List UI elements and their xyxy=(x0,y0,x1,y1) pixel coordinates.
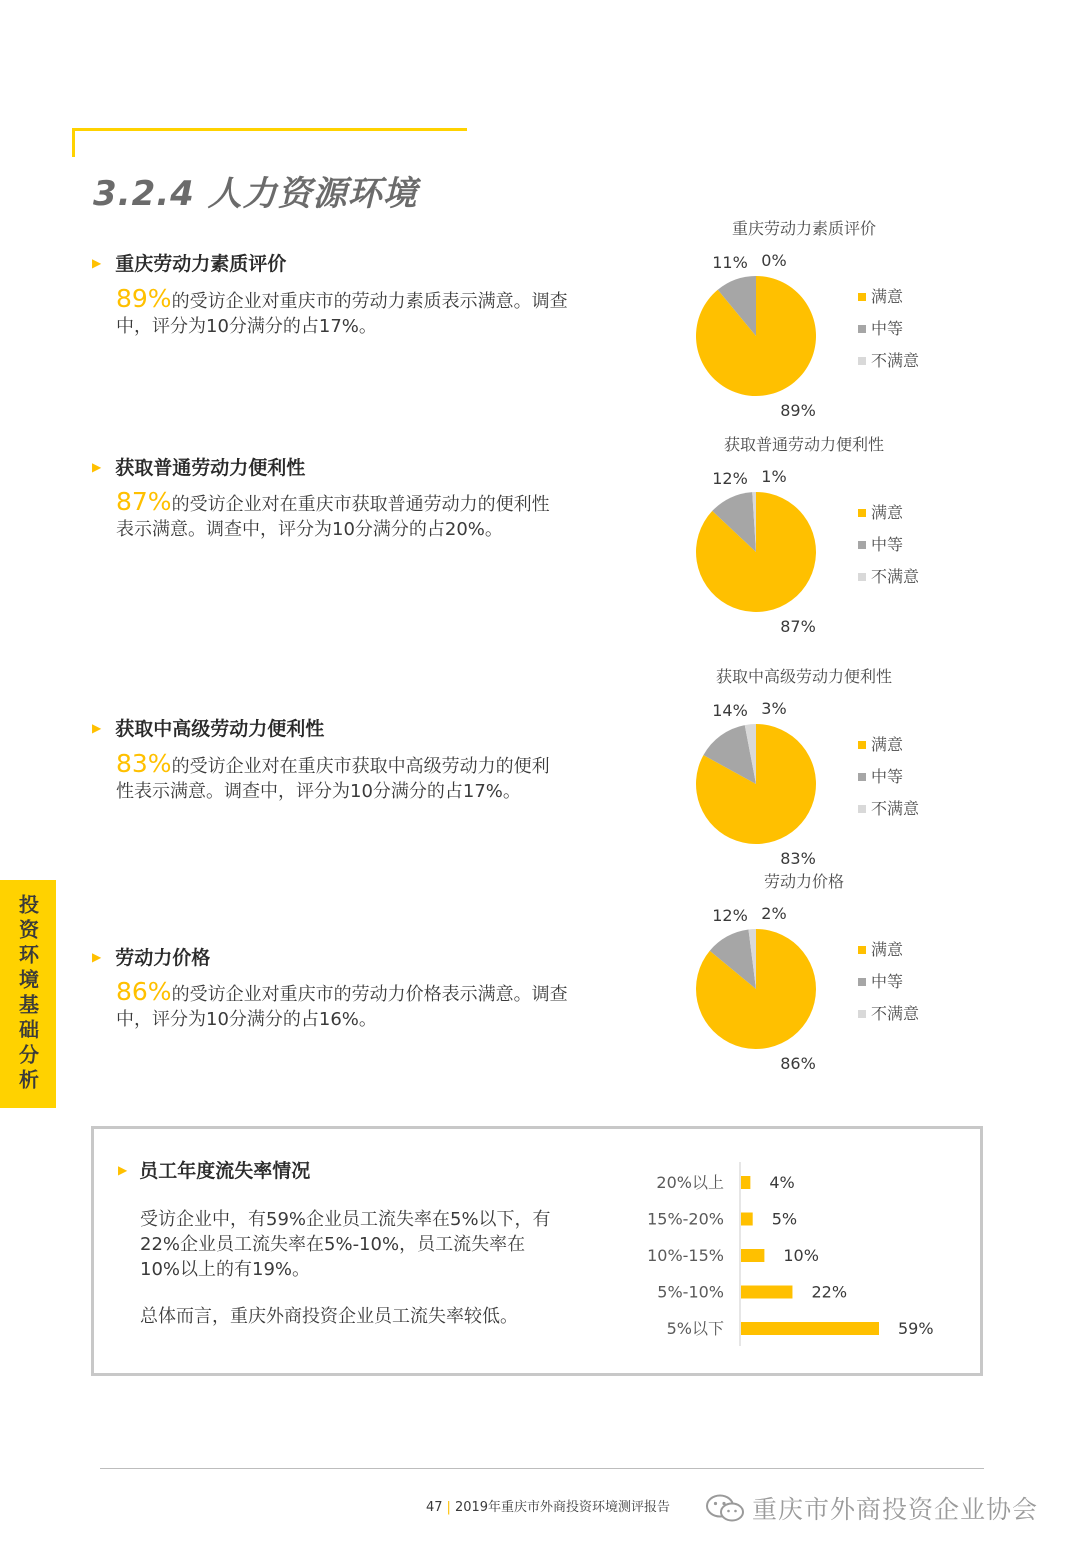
section-heading xyxy=(92,249,286,276)
legend-label: 中等 xyxy=(871,319,904,338)
footer-separator: | xyxy=(446,1500,451,1515)
legend-swatch xyxy=(858,325,866,333)
legend-swatch xyxy=(858,1010,866,1018)
pie-title: 劳动力价格 xyxy=(763,872,845,891)
bar-value-label: 4% xyxy=(769,1173,795,1192)
legend-label: 满意 xyxy=(871,735,904,754)
section-title: 3.2.4 人力资源环境 xyxy=(93,174,418,214)
legend-label: 不满意 xyxy=(871,1004,920,1023)
section-body xyxy=(116,751,556,804)
turnover-paragraph: 受访企业中，有59%企业员工流失率在5%以下，有22%企业员工流失率在5%-10%，员工流失率在10%以上的有19%。 xyxy=(140,1209,551,1280)
legend-swatch xyxy=(858,573,866,581)
legend-swatch xyxy=(858,741,866,749)
pie-data-label: 11% xyxy=(712,253,748,272)
legend-swatch xyxy=(858,946,866,954)
bar-value-label: 22% xyxy=(811,1282,848,1302)
legend-swatch xyxy=(858,773,866,781)
header-bracket xyxy=(72,128,467,157)
legend-label: 中等 xyxy=(871,767,904,786)
bar xyxy=(741,1249,764,1262)
bar xyxy=(741,1176,750,1189)
pie-title: 获取中高级劳动力便利性 xyxy=(715,667,893,686)
highlight-percent: 87% xyxy=(116,487,172,516)
section-body-text: 的受访企业对在重庆市获取中高级劳动力的便利性表示满意。调查中，评分为10分满分的占17%。 xyxy=(116,756,550,802)
turnover-heading xyxy=(118,1156,310,1183)
pie-chart-general-labor xyxy=(640,430,960,636)
legend-label: 满意 xyxy=(871,940,904,959)
pie-data-label: 12% xyxy=(712,469,748,488)
bar-category-label: 5%以下 xyxy=(666,1319,724,1338)
legend-label: 不满意 xyxy=(871,799,920,818)
pie-data-label: 87% xyxy=(780,617,816,636)
pie-title: 重庆劳动力素质评价 xyxy=(731,219,877,238)
legend-label: 中等 xyxy=(871,535,904,554)
triangle-bullet-icon: ▶ xyxy=(92,720,102,735)
bar-value-label: 59% xyxy=(898,1319,934,1338)
side-tab-label: 投资环境基础分析 xyxy=(15,894,40,1094)
section-body xyxy=(116,286,576,339)
legend-swatch xyxy=(858,293,866,301)
footer-text xyxy=(426,1496,670,1515)
section-body xyxy=(116,979,576,1032)
bar-category-label: 15%-20% xyxy=(647,1209,724,1229)
triangle-bullet-icon: ▶ xyxy=(92,459,102,474)
triangle-bullet-icon: ▶ xyxy=(92,255,102,270)
side-tab xyxy=(0,880,56,1108)
section-heading xyxy=(92,943,210,970)
section-body-text: 的受访企业对重庆市的劳动力价格表示满意。调查中，评分为10分满分的占16%。 xyxy=(116,984,568,1030)
section-heading-text: 重庆劳动力素质评价 xyxy=(115,253,287,275)
section-heading xyxy=(92,453,305,480)
legend-swatch xyxy=(858,805,866,813)
pie-title: 获取普通劳动力便利性 xyxy=(723,435,885,454)
section-body-text: 的受访企业对重庆市的劳动力素质表示满意。调查中，评分为10分满分的占17%。 xyxy=(116,291,568,337)
legend-swatch xyxy=(858,509,866,517)
legend-label: 不满意 xyxy=(871,351,920,370)
section-heading-text: 劳动力价格 xyxy=(115,947,211,969)
pie-data-label: 1% xyxy=(761,467,787,486)
triangle-bullet-icon: ▶ xyxy=(92,949,102,964)
legend-swatch xyxy=(858,357,866,365)
section-heading-text: 获取中高级劳动力便利性 xyxy=(115,718,325,740)
highlight-percent: 86% xyxy=(116,977,172,1006)
bar xyxy=(741,1213,753,1226)
pie-data-label: 83% xyxy=(780,849,816,868)
wechat-watermark xyxy=(704,1490,1038,1526)
pie-chart-labor-price xyxy=(640,867,960,1073)
pie-data-label: 12% xyxy=(712,906,748,925)
legend-swatch xyxy=(858,978,866,986)
wechat-account-name: 重庆市外商投资企业协会 xyxy=(752,1495,1039,1524)
pie-chart-labor-quality xyxy=(640,214,960,420)
pie-data-label: 3% xyxy=(761,699,787,718)
legend-label: 满意 xyxy=(871,503,904,522)
pie-data-label: 89% xyxy=(780,401,816,420)
bar-category-label: 20%以上 xyxy=(656,1173,724,1192)
pie-data-label: 86% xyxy=(780,1054,816,1073)
highlight-percent: 89% xyxy=(116,284,172,313)
pie-chart-senior-labor xyxy=(640,662,960,868)
legend-label: 中等 xyxy=(871,972,904,991)
highlight-percent: 83% xyxy=(116,749,172,778)
bar xyxy=(741,1286,792,1299)
pie-data-label: 0% xyxy=(761,251,787,270)
page-number: 47 xyxy=(426,1500,443,1515)
footer-divider xyxy=(100,1468,984,1469)
section-body xyxy=(116,489,556,542)
turnover-body xyxy=(140,1207,560,1351)
turnover-heading-text: 员工年度流失率情况 xyxy=(139,1160,311,1182)
bar-category-label: 10%-15% xyxy=(647,1246,724,1265)
section-heading-text: 获取普通劳动力便利性 xyxy=(115,457,306,479)
bar-value-label: 5% xyxy=(771,1209,798,1229)
pie-data-label: 2% xyxy=(761,904,787,923)
bar-category-label: 5%-10% xyxy=(657,1282,724,1302)
bar xyxy=(741,1322,879,1335)
pie-data-label: 14% xyxy=(712,701,748,720)
turnover-summary: 总体而言，重庆外商投资企业员工流失率较低。 xyxy=(140,1306,518,1327)
report-name: 2019年重庆市外商投资环境测评报告 xyxy=(454,1500,671,1515)
turnover-bar-chart xyxy=(620,1160,960,1350)
legend-label: 不满意 xyxy=(871,567,920,586)
wechat-icon xyxy=(704,1493,746,1523)
legend-label: 满意 xyxy=(871,287,904,306)
section-body-text: 的受访企业对在重庆市获取普通劳动力的便利性表示满意。调查中，评分为10分满分的占20%。 xyxy=(116,494,550,540)
triangle-bullet-icon: ▶ xyxy=(118,1162,128,1177)
section-heading xyxy=(92,714,324,741)
bar-value-label: 10% xyxy=(783,1246,819,1265)
legend-swatch xyxy=(858,541,866,549)
